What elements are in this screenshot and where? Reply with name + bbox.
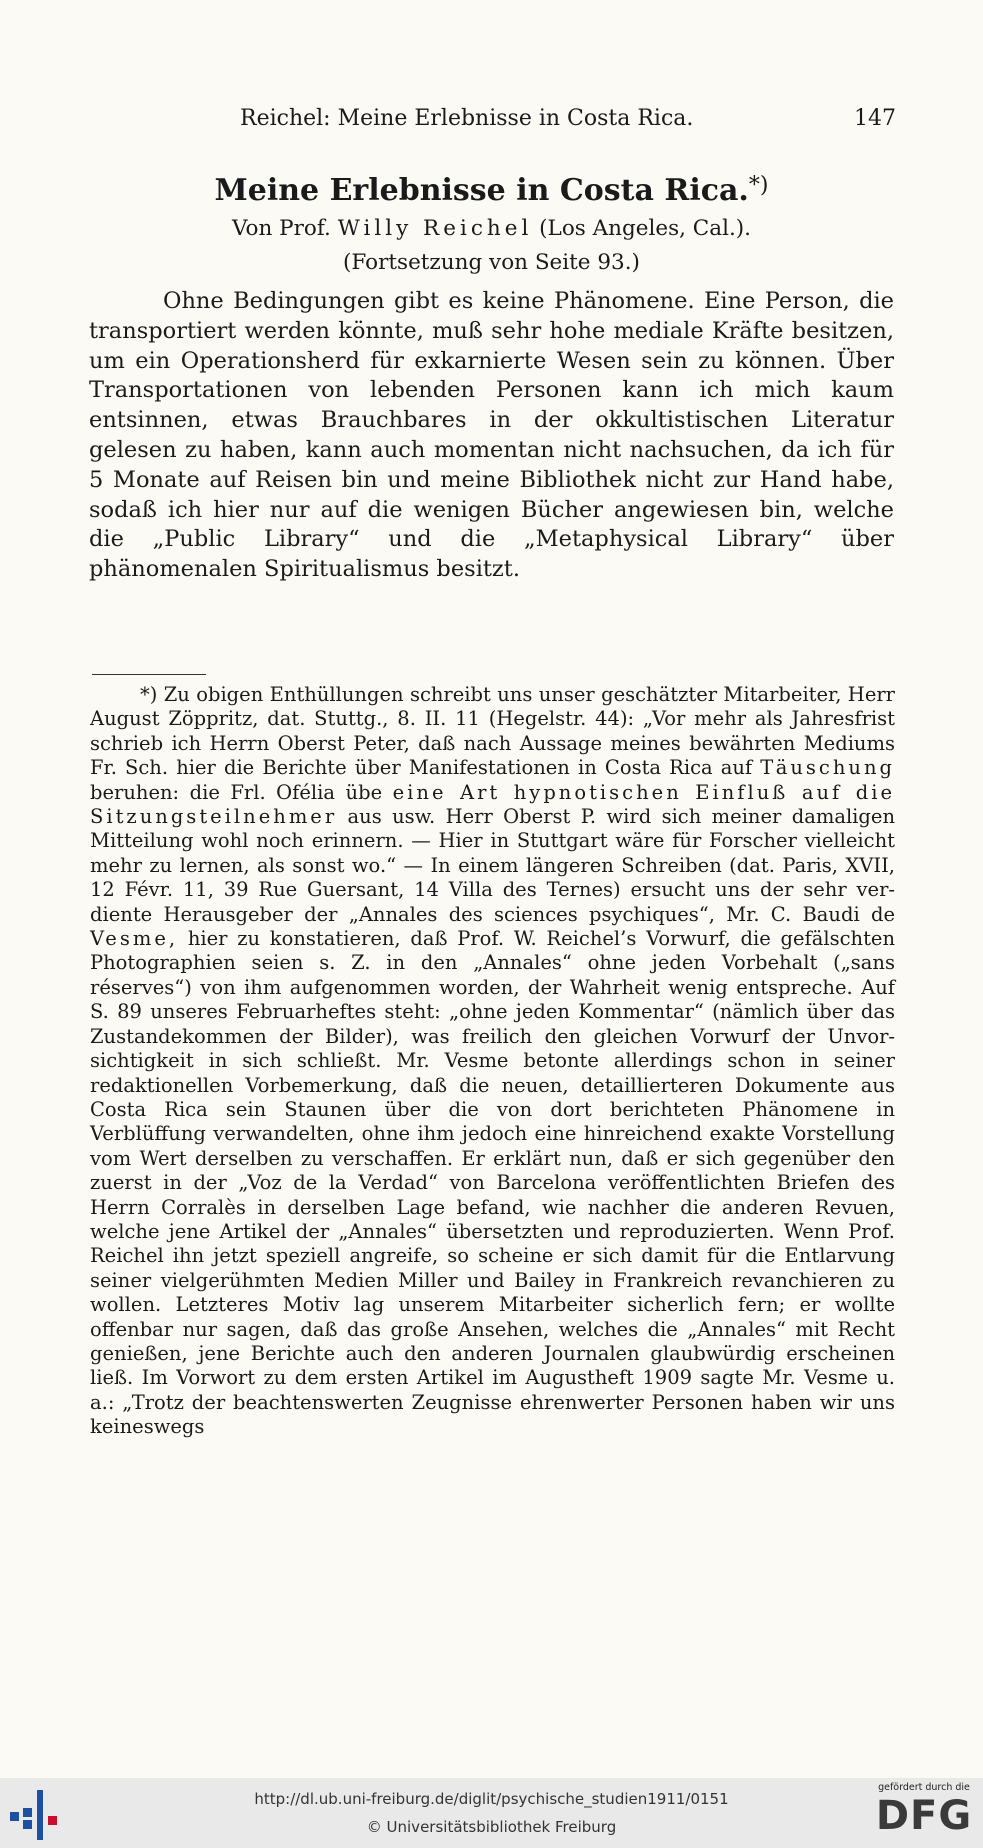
viewer-footer-bar: http://dl.ub.uni-freiburg.de/diglit/psychische_studien1911/0151 © Universitätsbibliothek Freiburg gefördert durch die DFG xyxy=(0,1778,983,1848)
article-title: Meine Erlebnisse in Costa Rica. xyxy=(214,173,749,208)
author-name: Willy Reichel xyxy=(337,216,533,241)
footnote-divider xyxy=(92,674,206,675)
footnote-text-2: beruhen: die Frl. Ofélia übe xyxy=(90,780,383,804)
footnote-text-3: aus usw. Herr Oberst P. wird sich meiner damaligen Mitteilung wohl noch erinnern. — Hier in Stuttgart wäre für Forscher vielleicht mehr zu lernen, als sonst wo.“ — In einem längeren Schreiben (dat. Paris, XVII, 12 Févr. 11, 39 Rue Guersant, 14 Villa des Ternes) ersucht uns der sehr verdiente Herausgeber der „Annales des sciences psychiques“, Mr. C. Baudi de xyxy=(90,805,895,926)
body-paragraph: Ohne Bedingungen gibt es keine Phänomene. Eine Person, die transportiert werden könnte, muß sehr hohe mediale Kräfte besitzen, um ein Operationsherd für exkarnierte Wesen sein zu können. Über Transportationen von lebenden Personen kann ich mich kaum entsinnen, etwas Brauchbares in der okkultistischen Literatur gelesen zu haben, kann auch momentan nicht nachsuchen, da ich für 5 Monate auf Reisen bin und meine Bibliothek nicht zur Hand habe, sodaß ich hier nur auf die wenigen Bücher angewiesen bin, welche die „Public Library“ und die „Metaphysical Library“ über phänomenalen Spiritualismus besitzt. xyxy=(89,288,894,583)
byline xyxy=(0,212,983,246)
footnote-text-1: *) Zu obigen Enthüllungen schreibt uns unser geschätzter Mitarbeiter, Herr August Zöppritz, dat. Stuttg., 8. II. 11 (Hegelstr. 44): „Vor mehr als Jahresfrist schrieb ich Herrn Oberst Peter, daß nach Aussage meines bewährten Mediums Fr. Sch. hier die Berichte über Manifestationen in Costa Rica auf xyxy=(90,683,895,780)
article-title-line xyxy=(0,165,983,212)
running-head xyxy=(236,102,896,136)
dfg-caption: gefördert durch die xyxy=(878,1782,970,1793)
running-head-title: Reichel: Meine Erlebnisse in Costa Rica. xyxy=(240,106,694,131)
dfg-logo: DFG xyxy=(875,1793,973,1839)
footnote-emphasis-1: Täuschung xyxy=(760,756,895,780)
footnote-emphasis-2: eine Art hypnotischen Einfluß auf die Sitzungsteilnehmer xyxy=(90,780,895,829)
byline-affiliation: (Los Angeles, Cal.). xyxy=(539,216,752,241)
continuation-note: (Fortsetzung von Seite 93.) xyxy=(343,250,640,275)
copyright-notice: © Universitätsbibliothek Freiburg xyxy=(366,1818,617,1836)
byline-prefix: Von Prof. xyxy=(231,216,331,241)
footnote-marker: *) xyxy=(748,173,769,198)
dfg-logo-block xyxy=(870,1782,978,1844)
footnote xyxy=(90,683,895,1440)
page-number: 147 xyxy=(854,106,896,131)
footnote-emphasis-3: Vesme, xyxy=(90,927,179,951)
footnote-text-4: hier zu konstatieren, daß Prof. W. Reichel’s Vorwurf, die gefälschten Photographien seien s. Z. in den „Annales“ ohne jeden Vorbehalt („sans réserves“) von ihm aufgenommen worden, der Wahrheit wenig entspreche. Auf S. 89 unseres Februarheftes steht: „ohne jeden Kommentar“ (nämlich über das Zustandekommen der Bilder), was freilich den gleichen Vorwurf der Unvorsichtigkeit in sich schließt. Mr. Vesme betonte allerdings schon in seiner redaktionellen Vorbemerkung, daß die neuen, detaillierteren Dokumente aus Costa Rica sein Staunen über die von dort berichteten Phänomene in Verblüffung verwandelten, ohne ihm jedoch eine hinreichend exakte Vorstellung vom Wert derselben zu verschaffen. Er erklärt nun, daß er sich gegenüber den zuerst in der „Voz de la Verdad“ von Barcelona veröffentlichten Briefen des Herrn Corralès in derselben Lage befand, wie nachher die anderen Revuen, welche jene Artikel der „Annales“ übersetzten und reproduzierten. Wenn Prof. Reichel ihn jetzt speziell angreife, so scheine er sich damit für die Entlarvung seiner vielgerühmten Medien Miller und Bailey in Frankreich revanchieren zu wollen. Letzteres Motiv lag unserem Mitarbeiter sicherlich fern; er wollte offenbar nur sagen, daß das große Ansehen, welches die „Annales“ mit Recht genießen, jene Berichte auch den anderen Journalen glaubwürdig erscheinen ließ. Im Vorwort zu dem ersten Artikel im Augustheft 1909 sagte Mr. Vesme u. a.: „Trotz der beachtenswerten Zeugnisse ehrenwerter Personen haben wir uns keineswegs xyxy=(90,927,896,1439)
